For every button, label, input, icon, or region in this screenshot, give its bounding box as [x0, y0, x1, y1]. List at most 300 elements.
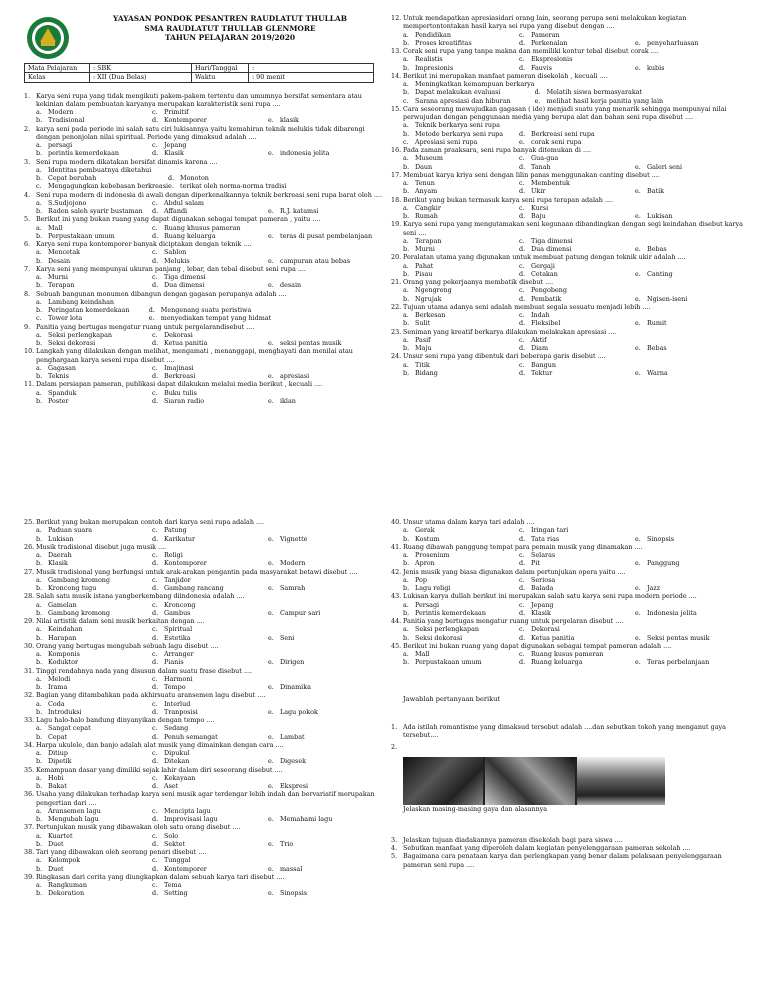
- option-letter: [535, 80, 547, 88]
- option-letter: a.: [403, 286, 409, 295]
- question-item: [24, 741, 384, 749]
- option-letter: b.: [36, 633, 43, 642]
- option-text: Dipukul: [164, 749, 190, 757]
- answer-options: [24, 551, 384, 568]
- question-body: [403, 196, 751, 204]
- option-text: Religi: [164, 551, 183, 559]
- option-text: [647, 179, 751, 187]
- answer-options: [24, 832, 384, 849]
- answer-options: [391, 336, 751, 353]
- answer-options: [24, 224, 384, 241]
- quadrant-bottom-right: [391, 518, 751, 869]
- question-body: [403, 253, 751, 261]
- option-text: [647, 237, 751, 245]
- option-letter: c.: [152, 881, 158, 889]
- option-letter: [268, 364, 280, 372]
- option-letter: [635, 601, 647, 609]
- answer-options: [24, 576, 384, 593]
- option-text: Sektet: [164, 839, 185, 848]
- option-text: Tenun: [415, 179, 435, 187]
- option-text: [280, 807, 384, 815]
- option-text: Maju: [415, 344, 432, 352]
- option-text: [647, 154, 751, 162]
- option-text: Pit: [531, 559, 540, 568]
- option-letter: b.: [36, 281, 43, 290]
- option-text: Seksi dekorasi: [415, 633, 463, 642]
- question-text: Karya seni yang mempunyai ukuran panjang , lebar, dan tebal disebut seni rupa ....: [36, 264, 306, 273]
- option-letter: a.: [403, 261, 409, 270]
- option-letter: e.: [268, 559, 274, 568]
- option-text: Klasik: [164, 149, 184, 158]
- option-letter: b.: [403, 294, 410, 303]
- option-letter: c.: [152, 141, 158, 149]
- question-item: [391, 518, 751, 526]
- option-text: Bebas: [647, 245, 667, 253]
- option-letter: e.: [268, 683, 274, 691]
- option-text: Teknis: [48, 372, 69, 380]
- option-text: Primitif: [164, 108, 189, 116]
- option-text: Metode berkarya seni rupa: [415, 129, 504, 138]
- option-letter: d.: [519, 608, 526, 617]
- option-letter: d.: [148, 306, 155, 314]
- option-letter: a.: [403, 203, 409, 212]
- option-text: [283, 314, 384, 322]
- option-text: Berkreasi: [164, 372, 196, 380]
- option-text: campuran atau bebas: [280, 256, 351, 265]
- option-letter: c.: [403, 96, 409, 105]
- option-text: Ditiup: [48, 749, 68, 757]
- question-item: [24, 215, 384, 223]
- option-letter: d.: [534, 88, 541, 97]
- essay-text: Sebutkan manfaat yang diperoleh dalam kegiatan penyelenggaraan pameran sekolah ....: [403, 843, 691, 852]
- option-text: [280, 364, 384, 372]
- question-text: Tujuan utama adanya seni adalah membuat segala sesuatu menjadi lebih ....: [403, 302, 651, 311]
- option-text: [280, 576, 384, 584]
- question-body: [36, 667, 384, 675]
- option-letter: a.: [36, 273, 42, 281]
- option-letter: e.: [268, 396, 274, 405]
- option-text: Kroncong tugu: [48, 584, 97, 592]
- option-text: Ngengreng: [415, 286, 452, 295]
- option-letter: d.: [519, 633, 526, 642]
- essay-item: [391, 723, 751, 740]
- option-text: Campur sari: [280, 608, 321, 617]
- option-letter: [268, 551, 280, 559]
- option-letter: d.: [152, 149, 159, 158]
- option-letter: a.: [403, 526, 409, 535]
- option-text: [280, 749, 384, 757]
- option-text: Panggung: [647, 559, 680, 568]
- option-letter: [268, 700, 280, 708]
- question-body: [36, 873, 384, 881]
- option-text: [280, 601, 384, 609]
- option-text: Dua dimensi: [531, 245, 572, 253]
- question-number: 13.: [391, 47, 402, 55]
- option-text: Iringan tari: [531, 526, 569, 535]
- option-text: Gerak: [415, 526, 435, 535]
- option-letter: e.: [268, 281, 274, 290]
- option-letter: c.: [152, 831, 158, 840]
- option-letter: c.: [519, 55, 525, 64]
- option-letter: e.: [268, 864, 274, 873]
- question-body: [403, 617, 751, 625]
- option-text: [280, 224, 384, 232]
- option-letter: [268, 199, 280, 207]
- option-letter: [286, 174, 298, 182]
- question-item: [391, 328, 751, 336]
- option-text: Samrah: [280, 584, 306, 592]
- option-letter: b.: [403, 88, 410, 97]
- answer-options: [24, 675, 384, 692]
- option-text: Lukisan: [647, 212, 673, 220]
- option-text: Cangkir: [415, 203, 441, 212]
- option-text: Koduktor: [48, 658, 78, 667]
- question-body: [36, 323, 384, 331]
- option-text: Poster: [48, 396, 69, 405]
- option-text: Harapan: [48, 633, 77, 642]
- option-text: Sinopsis: [647, 534, 675, 543]
- option-text: [280, 141, 384, 149]
- answer-options: [24, 141, 384, 158]
- option-letter: [268, 832, 280, 840]
- option-text: [280, 856, 384, 864]
- day-value: :: [249, 63, 374, 73]
- option-letter: [635, 526, 647, 534]
- option-text: Seksi perlengkapan: [48, 330, 113, 339]
- question-body: [36, 848, 384, 856]
- option-text: Rangkuman: [48, 881, 87, 889]
- option-text: Trio: [280, 839, 294, 848]
- answer-options: [24, 273, 384, 290]
- question-number: 16.: [391, 146, 402, 154]
- option-text: Imajinasi: [164, 363, 194, 372]
- option-text: Interlud: [164, 699, 191, 708]
- question-body: [403, 642, 751, 650]
- option-letter: [635, 336, 647, 344]
- option-text: [298, 174, 384, 182]
- quadrant-top-right: [391, 14, 751, 377]
- option-letter: c.: [36, 182, 42, 191]
- option-letter: e.: [635, 633, 641, 642]
- question-body: [36, 347, 384, 364]
- question-item: [24, 823, 384, 831]
- option-letter: a.: [36, 674, 42, 683]
- question-number: 22.: [391, 302, 402, 311]
- option-letter: e.: [635, 319, 641, 328]
- option-letter: c.: [519, 600, 525, 609]
- option-text: Sarana apresiasi dan hiburan: [415, 96, 511, 105]
- option-text: Titik: [415, 360, 430, 369]
- essay-number: 4.: [391, 843, 398, 852]
- option-letter: c.: [152, 388, 158, 397]
- option-letter: b.: [403, 633, 410, 642]
- option-text: Tradisional: [48, 116, 85, 125]
- option-text: [280, 331, 384, 339]
- option-letter: e.: [268, 207, 274, 215]
- option-text: seksi pentas musik: [280, 339, 342, 347]
- question-text: Tinggi rendahnya nada yang disusun dalam suatu frase disebut ....: [36, 666, 253, 675]
- option-text: Dekorasi: [164, 330, 193, 339]
- option-letter: b.: [36, 782, 43, 790]
- answer-options: [391, 576, 751, 593]
- option-text: Spanduk: [48, 388, 77, 397]
- question-body: [36, 642, 384, 650]
- option-text: [675, 80, 751, 88]
- answer-options: [24, 108, 384, 125]
- option-text: [675, 88, 751, 96]
- option-letter: d.: [168, 174, 175, 182]
- option-text: Kursi: [531, 203, 549, 212]
- question-text: Nilai artistik dalam seni musik berkaitan dengan ....: [36, 617, 205, 625]
- question-text: Sebuah bangunan monumen dibangun dengan gagasan perupanya adalah ....: [36, 289, 287, 298]
- option-letter: c.: [152, 856, 158, 865]
- question-text: Corak seni rupa yang tanpa makna dan memiliki kontur tebal disebut corak ....: [403, 47, 659, 55]
- option-letter: e.: [635, 245, 641, 253]
- option-text: Raden saleh syarir bustaman: [48, 207, 143, 215]
- option-letter: d.: [152, 707, 159, 716]
- option-letter: [268, 108, 280, 116]
- option-letter: e.: [268, 757, 274, 766]
- question-body: [36, 716, 384, 724]
- question-body: [403, 568, 751, 576]
- option-text: [647, 262, 751, 270]
- option-letter: e.: [635, 187, 641, 196]
- option-text: [647, 361, 751, 369]
- option-text: Tower lota: [48, 314, 83, 323]
- option-letter: a.: [403, 625, 409, 634]
- answer-options: [24, 700, 384, 717]
- option-text: [647, 31, 751, 39]
- question-item: [24, 543, 384, 551]
- option-text: Ruang khusus pameran: [164, 223, 241, 232]
- option-text: [647, 576, 751, 584]
- option-text: Lambang keindahan: [48, 297, 115, 306]
- option-letter: d.: [152, 231, 159, 240]
- question-text: Berikut ini merupakan manfaat pameran disekolah , kecuali ....: [403, 71, 608, 80]
- option-letter: b.: [36, 732, 43, 741]
- question-number: 25.: [24, 518, 35, 526]
- option-letter: a.: [36, 856, 42, 865]
- option-letter: [271, 298, 283, 306]
- option-letter: [268, 601, 280, 609]
- question-text: Seni rupa modern dikatakan bersifat dinamis karena ....: [36, 157, 218, 166]
- option-text: Kuartet: [48, 831, 73, 840]
- question-item: [24, 667, 384, 675]
- option-text: [647, 138, 751, 146]
- option-text: Aransemen lagu: [48, 806, 101, 815]
- option-text: Seksi perlengkapan: [415, 625, 480, 634]
- option-letter: [635, 311, 647, 319]
- option-text: Balada: [531, 584, 554, 592]
- option-letter: a.: [36, 388, 42, 397]
- answer-options: [24, 881, 384, 898]
- question-text: Lagu halo-halo bandung dinyanyikan dengan tempo ....: [36, 716, 215, 724]
- option-letter: d.: [152, 757, 159, 766]
- option-text: Ekspresi: [280, 782, 309, 790]
- option-text: Apresiasi seni rupa: [415, 137, 478, 146]
- option-text: [280, 551, 384, 559]
- option-text: Kostum: [415, 534, 440, 543]
- question-item: [391, 278, 751, 286]
- option-letter: a.: [36, 724, 42, 733]
- option-letter: b.: [36, 339, 43, 347]
- option-text: Kontemporer: [164, 559, 207, 568]
- option-text: Kroncong: [164, 600, 196, 609]
- question-body: [36, 790, 384, 807]
- option-letter: d.: [152, 372, 159, 380]
- option-letter: b.: [36, 707, 43, 716]
- option-text: Keindahan: [48, 625, 83, 634]
- option-letter: b.: [36, 207, 43, 215]
- option-letter: d.: [152, 864, 159, 873]
- option-text: Seksi pentas musik: [647, 633, 710, 642]
- question-number: 17.: [391, 170, 402, 179]
- option-letter: c.: [519, 625, 525, 634]
- subject-value: : SBK: [90, 63, 192, 73]
- option-text: Penuh semangat: [164, 732, 218, 741]
- exam-info-table: [24, 63, 374, 83]
- option-text: Membentuk: [531, 179, 570, 187]
- question-number: 21.: [391, 278, 402, 286]
- option-text: Impresionis: [415, 63, 454, 72]
- option-text: R.J. katamsi: [280, 207, 319, 215]
- answer-options: [391, 31, 751, 48]
- option-letter: c.: [152, 330, 158, 339]
- option-letter: c.: [152, 108, 158, 116]
- option-letter: a.: [403, 236, 409, 245]
- option-letter: e.: [268, 815, 274, 823]
- option-letter: c.: [36, 314, 42, 323]
- option-text: Meningkatkan kemampuan berkarya: [415, 80, 535, 88]
- option-letter: d.: [152, 584, 159, 592]
- question-item: [391, 196, 751, 204]
- option-letter: [268, 576, 280, 584]
- option-letter: a.: [36, 248, 42, 257]
- option-text: Klasik: [48, 559, 68, 568]
- option-text: Kekayaan: [164, 773, 196, 782]
- option-letter: b.: [36, 889, 43, 898]
- school-logo-icon: [26, 16, 70, 60]
- option-text: Arranger: [164, 650, 194, 658]
- option-letter: a.: [403, 650, 409, 658]
- option-letter: d.: [519, 559, 526, 568]
- option-letter: e.: [268, 889, 274, 898]
- essay-text: Bagaimana cara penataan karya dan perlengkapan yang benar dalam pelaksaan penyelenggaraan pameran seni rupa ....: [403, 852, 722, 869]
- option-letter: d.: [519, 129, 526, 138]
- option-text: Gamelan: [48, 600, 77, 609]
- question-text: Langkah yang dilakukan dengan melihat, mengamati , menanggapi, menghayati dan menilai atau penghargaan karya seseni rupa disebut ....: [36, 347, 353, 364]
- question-item: [24, 290, 384, 298]
- option-letter: a.: [403, 335, 409, 344]
- option-text: klasik: [280, 116, 299, 125]
- essay-item: [391, 836, 751, 844]
- option-text: Harmoni: [164, 674, 193, 683]
- option-letter: e.: [268, 584, 274, 592]
- option-text: [647, 204, 751, 212]
- option-letter: a.: [36, 773, 42, 782]
- option-letter: a.: [36, 749, 42, 757]
- option-letter: d.: [519, 187, 526, 196]
- option-text: Kontemporer: [164, 864, 207, 873]
- option-text: Aktif: [531, 335, 547, 344]
- option-letter: a.: [403, 55, 409, 64]
- question-text: Usaha yang dilakukan terhadap karya seni musik agar terdengar lebih indah dan bervariatif merupakan pengertian dari ....: [36, 790, 375, 807]
- quadrant-top-left: [24, 14, 384, 405]
- option-text: Canting: [647, 269, 673, 278]
- option-text: perintis kemerdekaan: [48, 149, 120, 158]
- option-letter: [635, 286, 647, 294]
- option-letter: a.: [403, 575, 409, 584]
- question-text: Ruang dibawah panggung tempat para pemain musik yang dinamakan ....: [403, 542, 643, 551]
- option-letter: [635, 130, 647, 138]
- option-text: Tranposisi: [164, 707, 198, 716]
- option-letter: [635, 179, 647, 187]
- option-text: Klasik: [531, 608, 551, 617]
- option-text: Paduan suara: [48, 526, 93, 535]
- answer-options: [24, 331, 384, 348]
- option-letter: d.: [519, 534, 526, 543]
- option-text: Bangun: [531, 360, 556, 369]
- question-text: Untuk mendapatkan apresiasidari orang lain, seorang perupa seni melakukan kegiatan mempertontontakan hasil karya sei rupa yang disebut dengan ....: [403, 14, 687, 31]
- option-letter: e.: [268, 339, 274, 347]
- option-text: Lambat: [280, 732, 305, 741]
- answer-options: [24, 650, 384, 667]
- question-text: Salah satu musik istana yangberkembang diindonesia adalah ....: [36, 592, 245, 601]
- option-letter: c.: [519, 335, 525, 344]
- option-letter: a.: [36, 600, 42, 609]
- question-item: [24, 848, 384, 856]
- question-number: 19.: [391, 220, 402, 229]
- option-text: Tunggal: [164, 856, 191, 865]
- option-text: Pembatik: [531, 294, 562, 303]
- option-text: Ditekan: [164, 757, 190, 766]
- option-text: Mencipta lagu: [164, 806, 211, 815]
- option-text: Tanah: [531, 162, 551, 171]
- question-number: 7.: [24, 264, 31, 273]
- question-text: Membuat karya kriya seni dengan lilin panas menggunakan canting disebut ....: [403, 170, 660, 179]
- essay-item: [391, 743, 751, 751]
- option-text: Galeri seni: [647, 162, 683, 171]
- option-letter: b.: [36, 608, 43, 617]
- option-letter: [635, 204, 647, 212]
- answer-options: [391, 551, 751, 568]
- question-number: 38.: [24, 848, 35, 856]
- option-letter: c.: [152, 773, 158, 782]
- option-text: Dinamika: [280, 683, 311, 691]
- question-body: [36, 691, 384, 699]
- option-text: Ngisen-iseni: [647, 294, 688, 303]
- option-letter: [635, 576, 647, 584]
- option-letter: [663, 97, 675, 105]
- option-letter: d.: [519, 162, 526, 171]
- option-text: [675, 97, 751, 105]
- option-letter: d.: [152, 116, 159, 125]
- option-text: Cepat: [48, 732, 68, 741]
- option-text: Berkreasi seni rupa: [531, 129, 595, 138]
- option-text: Perkenalan: [531, 38, 568, 47]
- option-text: Sablon: [164, 248, 187, 257]
- question-item: [391, 543, 751, 551]
- answer-options: [391, 154, 751, 171]
- option-text: Sulit: [415, 319, 431, 328]
- option-letter: a.: [36, 165, 42, 174]
- essay-number: 1.: [391, 722, 398, 731]
- question-number: 28.: [24, 592, 35, 601]
- question-text: Karya seni rupa yang mengutamakan seni kegunaan dibandingkan dengan segi keindahan disebut karya seni ....: [403, 220, 743, 237]
- option-letter: e.: [268, 658, 274, 667]
- essay-text: [403, 743, 751, 751]
- question-text: Panitia yang bertugas mengatur ruang untuk pergelaran disebut ....: [403, 617, 624, 625]
